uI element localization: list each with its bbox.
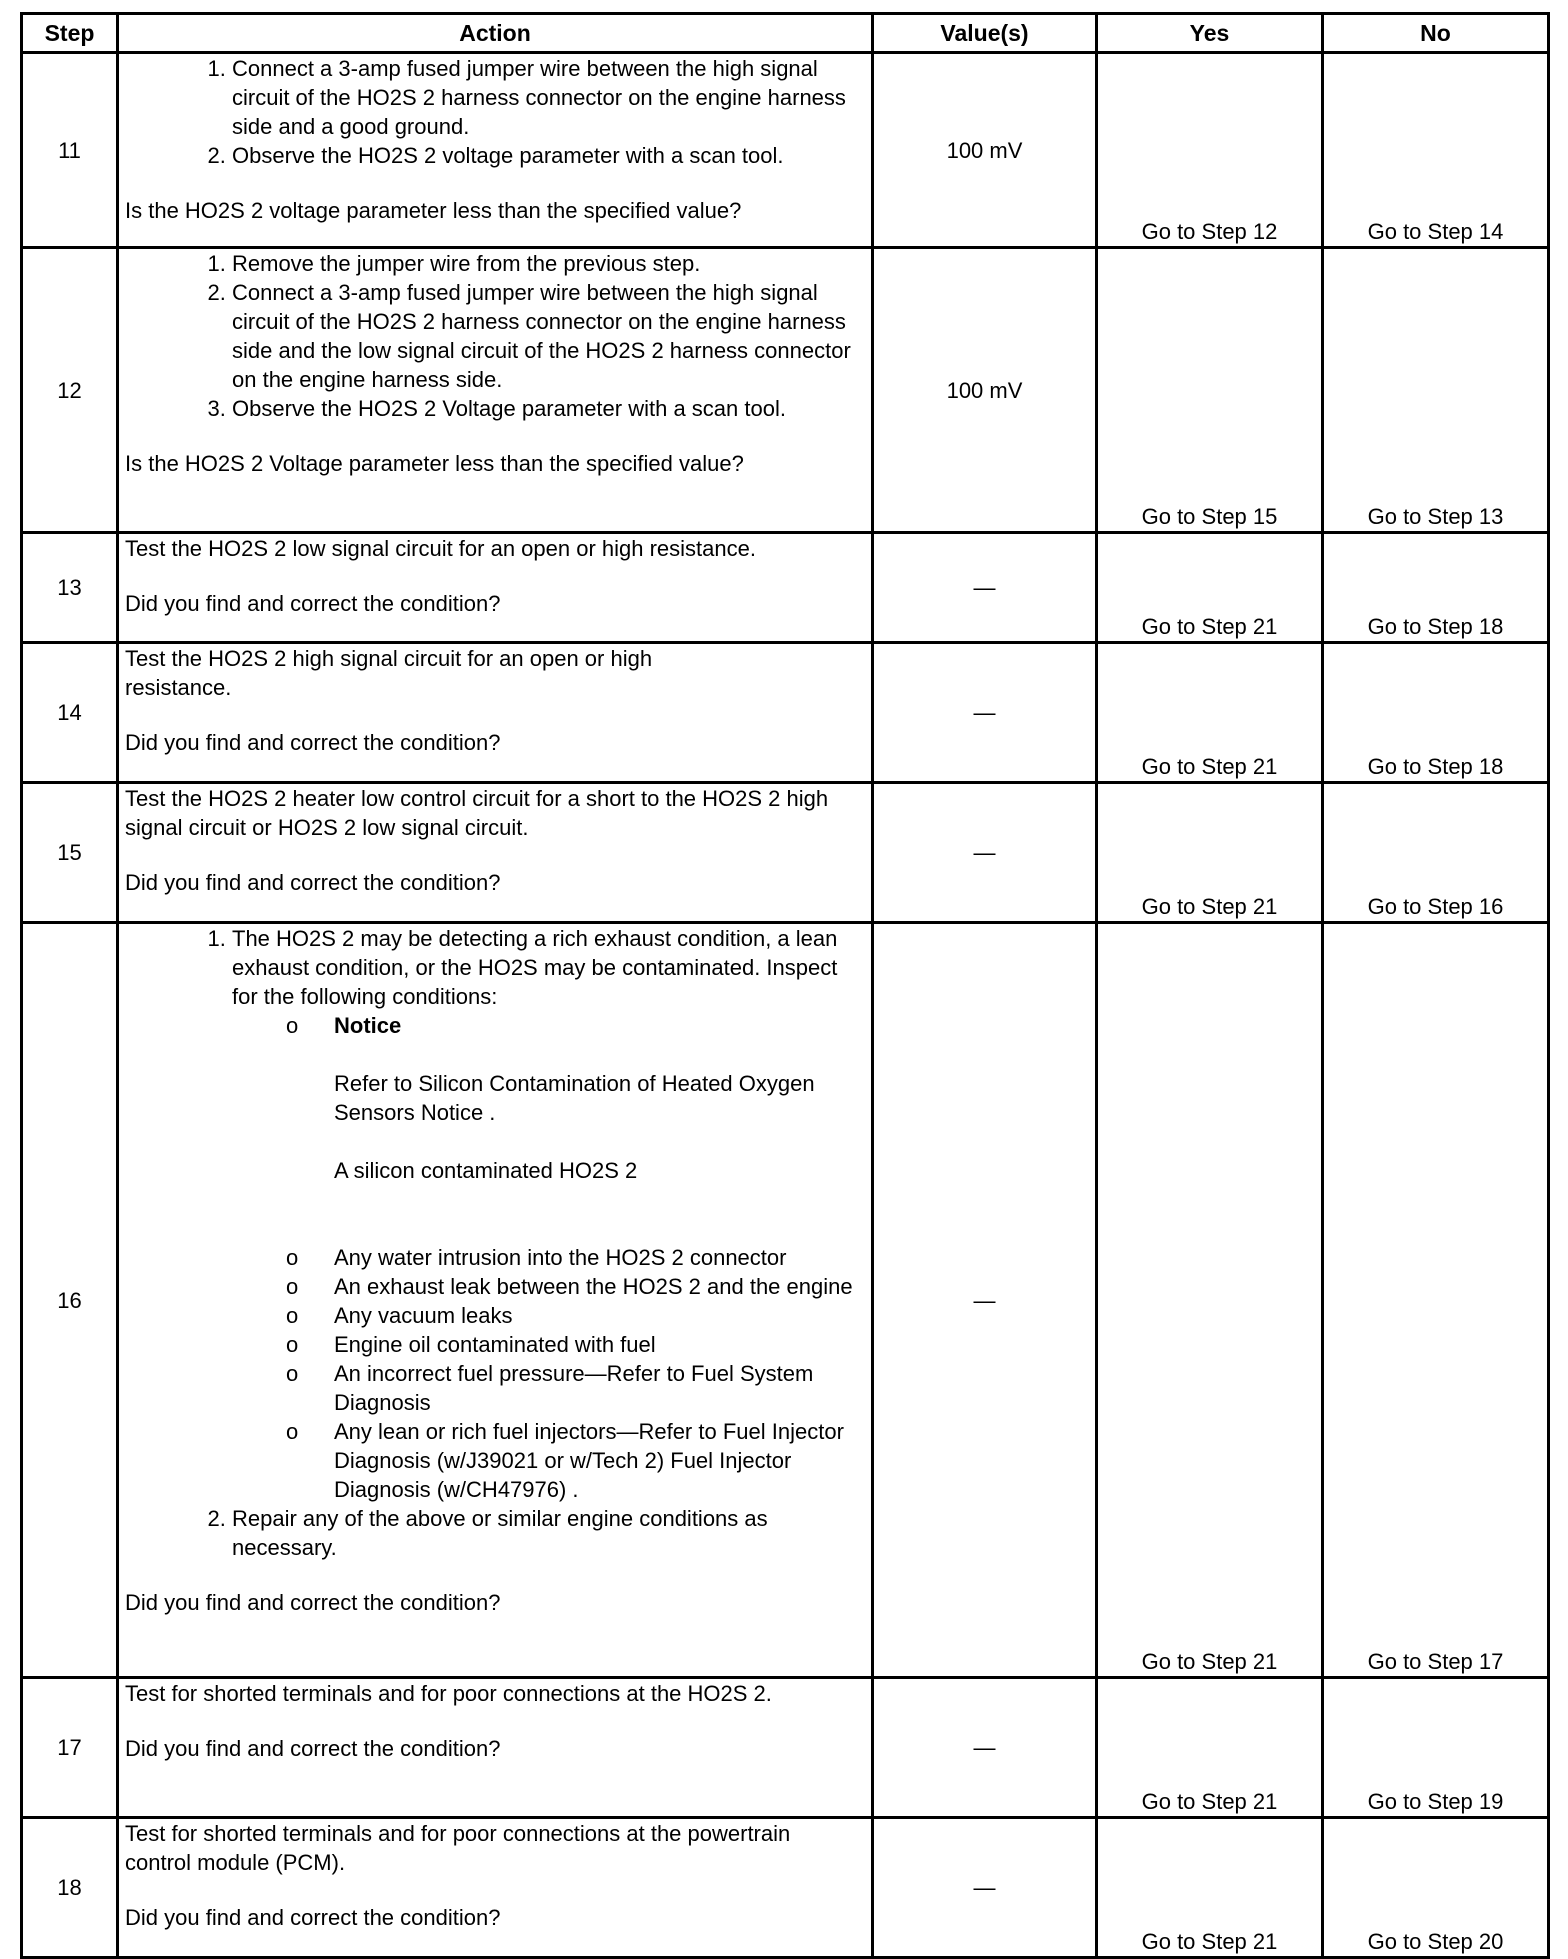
- no-cell: Go to Step 18: [1323, 643, 1549, 783]
- value-cell: —: [873, 1818, 1097, 1958]
- condition-item: [286, 1272, 865, 1301]
- table-row-step-15: [22, 783, 1549, 923]
- question-text: Did you find and correct the condition?: [125, 591, 501, 616]
- action-cell: [118, 53, 873, 248]
- question-text: Did you find and correct the condition?: [125, 1736, 501, 1761]
- notice-body: A silicon contaminated HO2S 2: [334, 1158, 638, 1183]
- numbered-list: [125, 924, 865, 1562]
- action-cell: [118, 248, 873, 533]
- condition-item: [286, 1417, 865, 1504]
- step-number: 12: [22, 248, 118, 533]
- question-text: Did you find and correct the condition?: [125, 730, 501, 755]
- condition-text: Any vacuum leaks: [334, 1303, 513, 1328]
- bullet-icon: o: [286, 1303, 299, 1328]
- step-number: 17: [22, 1678, 118, 1818]
- condition-text: Any water intrusion into the HO2S 2 connector: [334, 1245, 787, 1270]
- value-cell: 100 mV: [873, 248, 1097, 533]
- action-text: Test the HO2S 2 high signal circuit for an open or high resistance.: [125, 646, 653, 700]
- condition-text: Engine oil contaminated with fuel: [334, 1332, 656, 1357]
- action-cell: [118, 923, 873, 1678]
- table-row-step-12: [22, 248, 1549, 533]
- condition-list: [232, 1011, 865, 1504]
- notice-title: Notice: [334, 1013, 402, 1038]
- header-values: Value(s): [873, 14, 1097, 53]
- numbered-list: [125, 54, 865, 170]
- table-row-step-14: [22, 643, 1549, 783]
- step-number: 16: [22, 923, 118, 1678]
- action-text: Test for shorted terminals and for poor connections at the powertrain control module (PCM).: [125, 1821, 791, 1875]
- question-text: Did you find and correct the condition?: [125, 870, 501, 895]
- value-cell: —: [873, 923, 1097, 1678]
- bullet-icon: o: [286, 1245, 299, 1270]
- table-row-step-13: [22, 533, 1549, 643]
- header-row: [22, 14, 1549, 53]
- question-text: Did you find and correct the condition?: [125, 1590, 501, 1615]
- step-number: 13: [22, 533, 118, 643]
- step-number: 11: [22, 53, 118, 248]
- value-cell: —: [873, 1678, 1097, 1818]
- condition-item: [286, 1359, 865, 1417]
- step-number: 15: [22, 783, 118, 923]
- list-item: [232, 924, 865, 1504]
- yes-cell: Go to Step 15: [1097, 248, 1323, 533]
- bullet-icon: o: [286, 1419, 299, 1444]
- table-row-step-11: [22, 53, 1549, 248]
- table-row-step-18: [22, 1818, 1549, 1958]
- value-cell: —: [873, 783, 1097, 923]
- no-cell: Go to Step 13: [1323, 248, 1549, 533]
- step-number: 14: [22, 643, 118, 783]
- question-text: Is the HO2S 2 Voltage parameter less than the specified value?: [125, 451, 744, 476]
- action-cell: [118, 533, 873, 643]
- value-cell: 100 mV: [873, 53, 1097, 248]
- table-row-step-17: [22, 1678, 1549, 1818]
- action-cell: [118, 643, 873, 783]
- header-step: Step: [22, 14, 118, 53]
- header-action: Action: [118, 14, 873, 53]
- bullet-icon: o: [286, 1013, 299, 1038]
- yes-cell: Go to Step 21: [1097, 923, 1323, 1678]
- table-row-step-16: [22, 923, 1549, 1678]
- list-item-text: The HO2S 2 may be detecting a rich exhaust condition, a lean exhaust condition, or the HO2S may be contaminated. Inspect for the following conditions:: [232, 926, 838, 1009]
- yes-cell: Go to Step 21: [1097, 643, 1323, 783]
- list-item: 2. Repair any of the above or similar engine conditions as necessary.: [232, 1504, 865, 1562]
- step-number: 18: [22, 1818, 118, 1958]
- action-cell: [118, 1678, 873, 1818]
- header-yes: Yes: [1097, 14, 1323, 53]
- yes-cell: Go to Step 21: [1097, 783, 1323, 923]
- diagnostic-table: [20, 12, 1550, 1959]
- no-cell: Go to Step 16: [1323, 783, 1549, 923]
- no-cell: Go to Step 14: [1323, 53, 1549, 248]
- list-item: 3. Observe the HO2S 2 Voltage parameter with a scan tool.: [232, 394, 865, 423]
- list-item: 1. Remove the jumper wire from the previous step.: [232, 249, 865, 278]
- yes-cell: Go to Step 21: [1097, 1678, 1323, 1818]
- condition-text: Any lean or rich fuel injectors—Refer to Fuel Injector Diagnosis (w/J39021 or w/Tech 2) Fuel Injector Diagnosis (w/CH47976) .: [334, 1419, 844, 1502]
- header-no: No: [1323, 14, 1549, 53]
- question-text: Is the HO2S 2 voltage parameter less than the specified value?: [125, 198, 742, 223]
- action-text: Test for shorted terminals and for poor connections at the HO2S 2.: [125, 1681, 772, 1706]
- notice-reference: Refer to Silicon Contamination of Heated Oxygen Sensors Notice .: [334, 1071, 815, 1125]
- question-text: Did you find and correct the condition?: [125, 1905, 501, 1930]
- bullet-icon: o: [286, 1361, 299, 1386]
- numbered-list: [125, 249, 865, 423]
- yes-cell: Go to Step 21: [1097, 1818, 1323, 1958]
- action-text: Test the HO2S 2 heater low control circuit for a short to the HO2S 2 high signal circuit or HO2S 2 low signal circuit.: [125, 786, 829, 840]
- yes-cell: Go to Step 12: [1097, 53, 1323, 248]
- bullet-icon: o: [286, 1274, 299, 1299]
- action-text: Test the HO2S 2 low signal circuit for an open or high resistance.: [125, 536, 756, 561]
- list-item: 2. Observe the HO2S 2 voltage parameter with a scan tool.: [232, 141, 865, 170]
- condition-text: An exhaust leak between the HO2S 2 and the engine: [334, 1274, 853, 1299]
- condition-item: [286, 1330, 865, 1359]
- condition-text: An incorrect fuel pressure—Refer to Fuel System Diagnosis: [334, 1361, 814, 1415]
- value-cell: —: [873, 533, 1097, 643]
- yes-cell: Go to Step 21: [1097, 533, 1323, 643]
- list-item: 1. Connect a 3-amp fused jumper wire between the high signal circuit of the HO2S 2 harness connector on the engine harness side and a good ground.: [232, 54, 865, 141]
- diagnostic-page: [20, 12, 1547, 1959]
- no-cell: Go to Step 20: [1323, 1818, 1549, 1958]
- action-cell: [118, 1818, 873, 1958]
- notice-item: [286, 1011, 865, 1214]
- no-cell: Go to Step 19: [1323, 1678, 1549, 1818]
- action-cell: [118, 783, 873, 923]
- condition-item: [286, 1301, 865, 1330]
- no-cell: Go to Step 18: [1323, 533, 1549, 643]
- spacer: [334, 1185, 865, 1214]
- no-cell: Go to Step 17: [1323, 923, 1549, 1678]
- condition-item: [286, 1243, 865, 1272]
- list-item: 2. Connect a 3-amp fused jumper wire between the high signal circuit of the HO2S 2 harness connector on the engine harness side and the low signal circuit of the HO2S 2 harness connector on the engine harness side.: [232, 278, 865, 394]
- bullet-icon: o: [286, 1332, 299, 1357]
- value-cell: —: [873, 643, 1097, 783]
